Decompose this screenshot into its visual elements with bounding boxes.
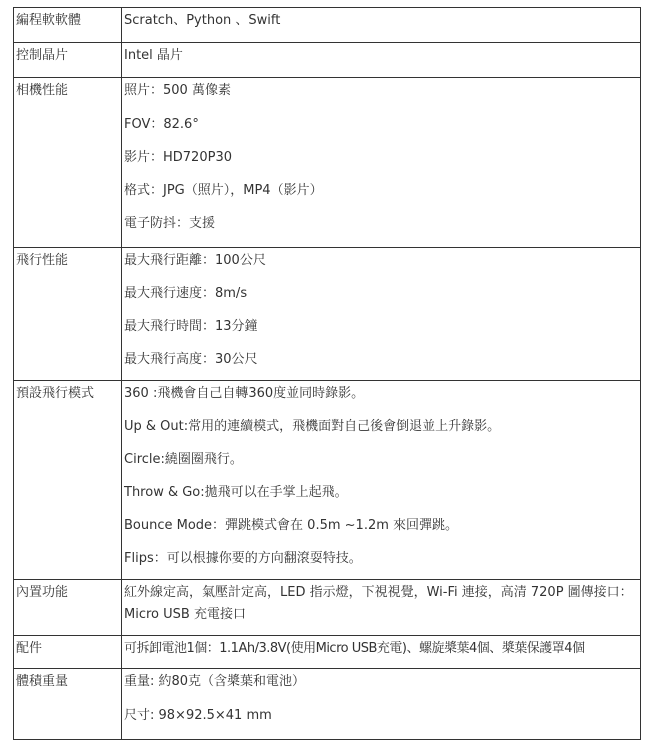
spec-row-modes [14,381,641,580]
spec-value-cell [122,43,641,78]
spec-label: 飛行性能 [14,248,122,381]
spec-value: Intel 晶片 [124,48,183,63]
spec-value-cell [122,78,641,248]
spec-value: Bounce Mode：彈跳模式會在 0.5m ~1.2m 來回彈跳。 [124,518,459,533]
spec-value: 重量: 約80克（含槳葉和電池） [124,674,306,689]
spec-label: 預設飛行模式 [14,381,122,580]
spec-row-builtin [14,580,641,636]
spec-value: 最大飛行時間：13分鐘 [124,319,258,334]
spec-value: 照片：500 萬像素 [124,83,231,98]
spec-value-cell [122,381,641,580]
spec-table [13,7,641,740]
spec-value: 最大飛行高度：30公尺 [124,352,258,367]
spec-value: 電子防抖：支援 [124,216,216,231]
spec-value: 尺寸: 98×92.5×41 mm [124,708,272,723]
spec-value-cell [122,636,641,669]
spec-value-cell [122,669,641,740]
spec-value: Flips：可以根據你要的方向翻滾耍特技。 [124,551,362,566]
spec-row-size-weight [14,669,641,740]
spec-value-cell [122,8,641,43]
spec-value: 最大飛行速度：8m/s [124,286,248,301]
spec-value: Up & Out:常用的連續模式，飛機面對自己後會倒退並上升錄影。 [124,419,501,434]
spec-row-flight [14,248,641,381]
spec-value: Circle:繞圈圈飛行。 [124,452,243,467]
spec-label: 內置功能 [14,580,122,636]
spec-value-cell [122,248,641,381]
spec-label: 控制晶片 [14,43,122,78]
spec-value: 可拆卸電池1個：1.1Ah/3.8V(使用Micro USB充電)、螺旋槳葉4個、槳葉保護罩4個 [124,641,585,656]
spec-value: 格式：JPG（照片），MP4（影片） [124,183,323,198]
spec-row-camera [14,78,641,248]
spec-value: FOV：82.6° [124,117,199,132]
spec-row-chip [14,43,641,78]
spec-value: 影片：HD720P30 [124,150,232,165]
spec-value: 紅外線定高，氣壓計定高，LED 指示燈，下視視覺，Wi-Fi 連接，高清 720P 圖傳接口：Micro USB 充電接口 [124,585,633,622]
spec-value-cell [122,580,641,636]
spec-value: 360 :飛機會自己自轉360度並同時錄影。 [124,386,365,401]
spec-label: 體積重量 [14,669,122,740]
spec-label: 配件 [14,636,122,669]
spec-label: 編程軟軟體 [14,8,122,43]
spec-row-software [14,8,641,43]
spec-row-accessories [14,636,641,669]
spec-value: Throw & Go:拋飛可以在手掌上起飛。 [124,485,348,500]
spec-value: 最大飛行距離：100公尺 [124,253,266,268]
spec-label: 相機性能 [14,78,122,248]
spec-value: Scratch、Python 、Swift [124,13,281,28]
